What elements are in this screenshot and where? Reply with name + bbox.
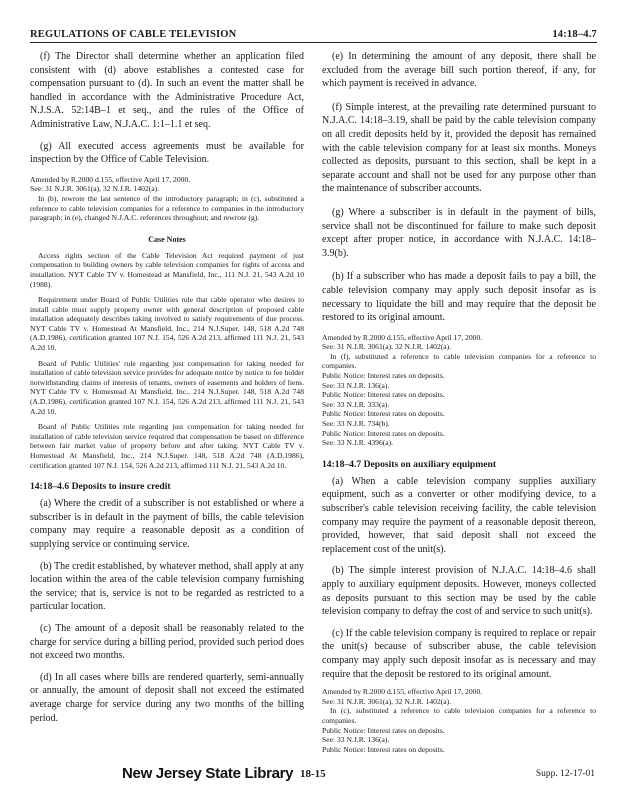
supplement-date: Supp. 12-17-01	[535, 769, 595, 779]
note-line: See: 33 N.J.R. 333(a).	[322, 399, 390, 409]
paragraph-a: (a) Where the credit of a subscriber is not established or where a subscriber is in default in the payment of bills, the cable television company may require a reasonable deposit as a condition of supplying service or continuing service.	[30, 498, 304, 550]
paragraph-b: (b) The credit established, by whatever method, shall apply at any location within the area of the cable television company furnishing the service; that is, service is not to be regarded as restricted to a particular location.	[30, 560, 304, 613]
amendment-detail: In (b), rewrote the last sentence of the introductory paragraph; in (c), substituted a reference to cable television companies for a reference to companies in the introductory paragraph; in (e), changed N.J.A.C. references throughout; and rewrote (g).	[30, 193, 304, 223]
right-column	[322, 50, 596, 754]
case-note: Access rights section of the Cable Television Act required payment of just compensation to building owners by cable television companies for rights of access and installation. NYT Cable TV v. Homestead at Mansfield, Inc., 111 N.J. 21, 543 A.2d 10 (1988).	[30, 250, 304, 289]
note-line: Public Notice: Interest rates on deposits.	[322, 390, 445, 400]
note-line: See: 33 N.J.R. 136(a).	[322, 735, 390, 745]
library-stamp: New Jersey State Library	[122, 765, 294, 782]
paragraph-d: (d) In all cases where bills are rendered quarterly, semi-annually or annually, the amount of deposit shall not exceed the estimated average charge for service during any two months of the billing period.	[30, 671, 304, 724]
paragraph-h: (h) If a subscriber who has made a deposit fails to pay a bill, the cable television company may apply such deposit insofar as is necessary to liquidate the bill and may require that the deposit be restored to its original amount.	[322, 271, 596, 324]
amendment-notes	[322, 333, 596, 448]
paragraph-c: (c) The amount of a deposit shall be reasonably related to the charge for service during a billing period, provided such period does not exceed two months.	[30, 622, 304, 662]
note-line: In (f), substituted a reference to cable television companies for a reference to companies.	[322, 351, 596, 371]
left-column	[30, 50, 304, 725]
see-reference: See: 31 N.J.R. 3061(a), 32 N.J.R. 1402(a).	[30, 184, 160, 194]
note-line: Public Notice: Interest rates on deposits.	[322, 725, 445, 735]
section-heading-4-6: 14:18–4.6 Deposits to insure credit	[30, 481, 171, 493]
paragraph-a: (a) When a cable television company supplies auxiliary equipment, such as a converter or other modifying device, to a subscriber's cable television receiving facility, the cable television company may require the payment of a reasonable deposit thereon, provided, however, that said deposit shall not exceed the replacement cost of the unit(s).	[322, 475, 596, 555]
paragraph-b: (b) The simple interest provision of N.J.A.C. 14:18–4.6 shall apply to auxiliary equipment deposits. However, moneys collected as deposits pursuant to this section may be used by the cable television company to defray the cost of and service to such unit(s).	[322, 565, 596, 618]
page-number: 18-15	[300, 768, 326, 780]
case-note: Board of Public Utilities' rule regarding just compensation for taking needed for installation of cable television service provides for adequate notice by notice to fee holder notwithstanding claims of interests of tenants, owners of easements and holders of liens. NYT Cable TV v. Homestead At Mansfield, Inc., 214 N.J.Super. 148, 518 A.2d 748 (A.D.1986), certification granted 107 N.J. 154, 526 A.2d 213, affirmed 111 N.J. 21, 543 A.2d 10.	[30, 358, 304, 416]
note-line: In (c), substituted a reference to cable television companies for a reference to companies.	[322, 706, 596, 725]
paragraph-e: (e) In determining the amount of any deposit, there shall be excluded from the average bill such portion thereof, if any, for which payment is received in advance.	[322, 51, 596, 90]
note-line: Public Notice: Interest rates on deposits.	[322, 371, 445, 381]
running-header	[30, 20, 597, 43]
section-heading-4-7: 14:18–4.7 Deposits on auxiliary equipment	[322, 458, 497, 470]
note-line: See: 33 N.J.R. 136(a).	[322, 380, 390, 390]
paragraph-f: (f) Simple interest, at the prevailing rate determined pursuant to N.J.A.C. 14:18–3.19, shall be paid by the cable television company on all credit deposits held by it, provided the deposit has remained with the cable television company for at least six months. Moneys collected as deposits, pursuant to this section, shall be kept in a separate account and shall not be used for any purpose other than the maintenance of subscriber accounts.	[322, 101, 596, 195]
note-line: Public Notice: Interest rates on deposits.	[322, 744, 445, 754]
note-line: See: 33 N.J.R. 4396(a).	[322, 438, 394, 448]
note-line: See: 33 N.J.R. 734(b).	[322, 419, 390, 429]
note-line: See: 31 N.J.R. 3061(a), 32 N.J.R. 1402(a).	[322, 342, 452, 352]
note-line: Public Notice: Interest rates on deposits.	[322, 409, 445, 419]
paragraph-g: (g) Where a subscriber is in default in the payment of bills, service shall not be discontinued for failure to make such deposit except after proper notice, in accordance with N.J.A.C. 14:18–3.9(b).	[322, 206, 596, 259]
note-line: Public Notice: Interest rates on deposits.	[322, 428, 445, 438]
case-note: Requirement under Board of Public Utilities rule that cable operator who desires to install cable must supply property owner with general description of proposed cable installation adequately describes taking involved to satisfy requirements of due process. NYT Cable TV v. Homestead At Mansfield, Inc., 214 N.J.Super. 148, 518 A.2d 748 (A.D.1986), certification granted 107 N.J. 154, 526 A.2d 213, affirmed 111 N.J. 21, 543 A.2d 10.	[30, 295, 304, 353]
amendment-notes	[322, 687, 596, 754]
header-title: REGULATIONS OF CABLE TELEVISION	[30, 29, 237, 40]
amendment-note: Amended by R.2000 d.155, effective April 17, 2000.	[30, 174, 191, 184]
note-line: Amended by R.2000 d.155, effective April 17, 2000.	[322, 332, 483, 342]
paragraph-f: (f) The Director shall determine whether an application filed consistent with (d) above establishes a contested case for compensation pursuant to (d). In such an event the matter shall be handled in accordance with the Administrative Procedure Act, N.J.S.A. 52:14B–1 et seq., and the rules of the Office of Administrative Law, N.J.A.C. 1:1–1.1 et seq.	[30, 51, 304, 130]
case-note: Board of Public Utilities rule regarding just compensation for taking needed for installation of cable television service required that compensation be based on difference between fair market value of property before and after taking. NYT Cable TV v. Homestead At Mansfield, Inc., 214 N.J.Super. 148, 518 A.2d 748 (A.D.1986), certification granted 107 N.J. 154, 526 A.2d 213, affirmed 111 N.J. 21, 543 A.2d 10.	[30, 422, 304, 470]
case-notes-heading: Case Notes	[148, 234, 186, 244]
note-line: Amended by R.2000 d.155, effective April 17, 2000.	[322, 687, 483, 697]
paragraph-g: (g) All executed access agreements must be available for inspection by the Office of Cable Television.	[30, 140, 304, 166]
page-footer	[0, 765, 625, 789]
note-line: See: 31 N.J.R. 3061(a), 32 N.J.R. 1402(a).	[322, 696, 452, 706]
header-section: 14:18–4.7	[552, 29, 597, 40]
paragraph-c: (c) If the cable television company is required to replace or repair the unit(s) because of subscriber abuse, the cable television company may apply such deposit insofar as is necessary and may require that the deposit be restored to its original amount.	[322, 627, 596, 680]
